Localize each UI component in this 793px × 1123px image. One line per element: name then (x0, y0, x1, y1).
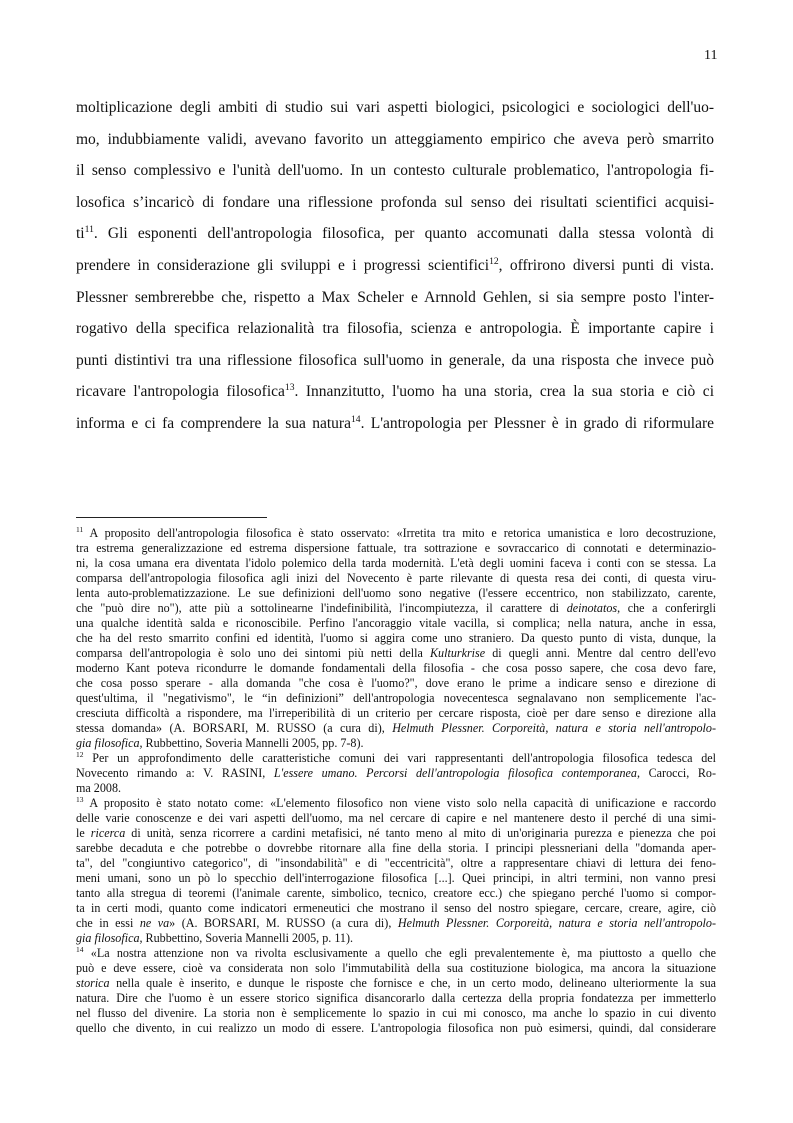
footnote-marker: 14 (76, 946, 84, 954)
footnote-line (76, 676, 716, 691)
footnote-marker: 13 (76, 796, 84, 804)
text-segment: stessa domanda» (A. BORSARI, M. RUSSO (a cura di), (76, 721, 393, 735)
text-segment: sarebbe decaduta e che potrebbe o dovrebbe ritornare alla fine della storia. I principi plessneriani della "domanda aper- (76, 841, 716, 855)
text-segment: il senso complessivo e l'unità dell'uomo. In un contesto culturale problematico, l'antropologia fi- (76, 162, 714, 180)
text-segment: . Gli esponenti dell'antropologia filosofica, per quanto accomunati dalla stessa volontà di (93, 225, 714, 243)
footnote-line (76, 796, 716, 811)
text-segment: ta in certi modi, quanto come indicatori ermeneutici che mostrano il senso del nostro spiegare, cercare, creare, agire, ciò (76, 901, 716, 915)
text-segment: Rubbettino, Soveria Mannelli 2005, pp. 7-8). (142, 736, 364, 750)
footnote-line (76, 856, 716, 871)
footnote-line (76, 886, 716, 901)
footnote-marker: 12 (489, 255, 499, 267)
footnote-line (76, 976, 716, 991)
footnote-line (76, 736, 716, 751)
text-segment: Per un approfondimento delle caratteristiche comuni dei vari rappresentanti dell'antropologia filosofica tedesca del (83, 751, 716, 765)
text-segment: può e deve essere, cioè va considerata non solo l'immutabilità della sua costituzione biologica, ma ancora la situazione (76, 961, 716, 975)
text-segment: tanto alla stregua di teoremi (l'animale carente, simbolico, tecnico, creatore ecc.) che spiegano perché l'uomo si compor- (76, 886, 716, 900)
text-segment: meni umani, sono un pò lo specchio dell'interrogazione filosofica [...]. Quei principi, in altri termini, non vanno presi (76, 871, 716, 885)
footnote-line (76, 931, 716, 946)
italic-text: Kulturkrise (429, 646, 486, 660)
footnote-line (76, 841, 716, 856)
text-segment: quest'ultima, il "negativismo", le “in definizioni” dell'antropologia novecentesca segnalavano non semplicemente l'ac- (76, 691, 716, 705)
text-segment: rogativo della specifica relazionalità tra filosofia, scienza e antropologia. È importante capire i (76, 320, 714, 338)
footnote-line (76, 751, 716, 766)
text-segment: comparsa dell'antropologia filosofica agli inizi del Novecento è parte rilevante di questa resa dei conti, di questa viru- (76, 571, 716, 585)
text-segment: ti (76, 225, 85, 243)
footnote-marker: 12 (76, 751, 84, 759)
text-segment: che cosa posso sperare - alla domanda "che cosa è l'uomo?", dove erano le prime a indicare senso e direzione di (76, 676, 716, 690)
body-line (76, 376, 714, 408)
text-segment: di unità, senza ricorrere a cardini metafisici, né tanto meno al mito di un'originaria purezza e pienezza che poi (125, 826, 716, 840)
footnote-line (76, 766, 716, 781)
text-segment: A proposito dell'antropologia filosofica è stato osservato: «Irretita tra mito e retorica umanistica e loro decostruzione, (83, 526, 716, 540)
text-segment: cresciuta difficoltà a rispondere, ma l'irreperibilità di un criterio per cercare risposta, cioè per dare senso e direzione alla (76, 706, 716, 720)
main-text (76, 92, 714, 440)
footnote-line (76, 646, 716, 661)
footnote-line (76, 541, 716, 556)
text-segment: punti distintivi tra una riflessione filosofica sull'uomo in generale, da una risposta che invece può (76, 351, 714, 369)
text-segment: Plessner sembrerebbe che, rispetto a Max Scheler e Arnnold Gehlen, si sia sempre posto l'inter- (76, 288, 714, 306)
text-segment: quello che divento, in cui realizzo un modo di essere. L'antropologia filosofica non può esimersi, quindi, dal considerare (76, 1021, 716, 1035)
footnote-marker: 11 (76, 526, 84, 534)
text-segment: moltiplicazione degli ambiti di studio sui vari aspetti biologici, psicologici e sociologici dell'uo- (76, 99, 714, 116)
footnote-line (76, 1021, 716, 1036)
text-segment: ma 2008. (76, 781, 122, 795)
footnote-line (76, 616, 716, 631)
body-line (76, 408, 714, 440)
text-segment: Rubbettino, Soveria Mannelli 2005, p. 11). (142, 931, 354, 945)
text-segment: che "può dire no"), atte più a sottolinearne l'indefinibilità, l'incompiutezza, il carattere di (76, 601, 567, 615)
footnotes (76, 526, 716, 1036)
text-segment: «La nostra attenzione non va rivolta esclusivamente a quello che egli prevalentemente è, ma piuttosto a quello che (83, 946, 716, 960)
footnote-line (76, 631, 716, 646)
text-segment: ni, la cosa umana era diventata l'idolo polemico della tarda modernità. L'età degli uomini faceva i conti con se stessa. La (76, 556, 716, 570)
body-line (76, 155, 714, 187)
footnote-line (76, 661, 716, 676)
body-line (76, 124, 714, 156)
italic-text: gia filosofica, (76, 931, 143, 945)
text-segment: . L'antropologia per Plessner è in grado di riformulare (360, 414, 714, 432)
footnote-line (76, 781, 716, 796)
footnote-line (76, 1006, 716, 1021)
text-segment: ta", del "congiuntivo categorico", di "insondabilità" e di "eccentricità", oltre a rappresentare chiavi di lettura dei feno- (76, 856, 716, 870)
italic-text: storica (76, 976, 110, 990)
text-segment: natura. Dire che l'uomo è un essere storico significa disancorarlo dalla certezza della propria fondatezza per immetterlo (76, 991, 716, 1005)
footnote-line (76, 706, 716, 721)
body-line (76, 187, 714, 219)
text-segment: tra estrema generalizzazione ed estrema dispersione fattuale, tra sottrazione e sovraccarico di connotati e determinazio- (76, 541, 716, 555)
text-segment: , offrirono diversi punti di vista. (498, 256, 714, 274)
footnote-line (76, 526, 716, 541)
footnote-line (76, 901, 716, 916)
italic-text: Helmuth Plessner. Corporeità, natura e storia nell'antropolo- (397, 916, 716, 930)
text-segment: nel flusso del divenire. La storia non è semplicemente lo spazio in cui mi conosco, ma anche lo spazio in cui divento (76, 1006, 716, 1020)
italic-text: L'essere umano. Percorsi dell'antropologia filosofica contemporanea (273, 766, 637, 780)
italic-text: Helmuth Plessner. Corporeità, natura e storia nell'antropolo- (392, 721, 716, 735)
footnote-line (76, 826, 716, 841)
footnote-line (76, 556, 716, 571)
text-segment: prendere in considerazione gli sviluppi e i progressi scientifici (76, 256, 490, 274)
text-segment: che ha del resto smarrito confini ed identità, l'uomo si aggira come uno straniero. Da questo punto di vista, dunque, la (76, 631, 716, 645)
body-line (76, 92, 714, 124)
footnote-marker: 14 (350, 413, 361, 425)
footnote-marker: 11 (84, 224, 94, 236)
text-segment: lenta auto-problematizzazione. Le sue definizioni dell'uomo sono negative (l'essere eccentrico, non stabilizzato, carente, (76, 586, 716, 600)
italic-text: ricerca (90, 826, 126, 840)
footnote-line (76, 571, 716, 586)
italic-text: gia filosofica, (76, 736, 143, 750)
body-line (76, 250, 714, 282)
text-segment: informa e ci fa comprendere la sua natura (76, 414, 351, 432)
text-segment: una qualche identità salda e riconoscibile. Perfino l'ancoraggio vitale vacilla, si complica; nella natura, anche in essa, (76, 616, 716, 630)
text-segment: delle varie conoscenze e dei vari aspetti dell'uomo, ma nel cercare di capire e nel mantenere desto il perché di una simi- (76, 811, 716, 825)
body-line (76, 345, 714, 377)
text-segment: ricavare l'antropologia filosofica (76, 383, 285, 401)
text-segment: comparsa dell'antropologia è solo uno dei sintomi più netti della (76, 646, 430, 660)
footnote-line (76, 811, 716, 826)
footnote-line (76, 961, 716, 976)
text-segment: . Innanzitutto, l'uomo ha una storia, crea la sua storia e ciò ci (294, 383, 714, 401)
text-segment: Novecento rimando a: V. RASINI, (76, 766, 274, 780)
body-line (76, 313, 714, 345)
text-segment: A proposito è stato notato come: «L'elemento filosofico non viene visto solo nella capacità di unificazione e raccordo (83, 796, 716, 810)
body-line (76, 218, 714, 250)
footnote-line (76, 721, 716, 736)
italic-text: deinotatos (566, 601, 618, 615)
text-segment: che in essi (76, 916, 140, 930)
footnote-line (76, 916, 716, 931)
text-segment: le (76, 826, 91, 840)
text-segment: moderno Kant poteva ricondurre le domande fondamentali della filosofia - che cosa posso sapere, che cosa devo fare, (76, 661, 716, 675)
footnote-line (76, 946, 716, 961)
text-segment: losofica s’incaricò di fondare una riflessione profonda sul senso dei risultati scientifici acquisi- (76, 193, 714, 211)
text-segment: mo, indubbiamente validi, avevano favorito un atteggiamento empirico che aveva però smarrito (76, 130, 714, 148)
footnote-line (76, 586, 716, 601)
page-number: 11 (704, 48, 718, 63)
footnote-marker: 13 (284, 382, 295, 394)
italic-text: ne va (139, 916, 170, 930)
footnote-separator (76, 517, 267, 518)
footnote-line (76, 691, 716, 706)
text-segment: , Carocci, Ro- (636, 766, 716, 780)
text-segment: » (A. BORSARI, M. RUSSO (a cura di), (169, 916, 398, 930)
footnote-line (76, 871, 716, 886)
text-segment: , che a conferirgli (617, 601, 716, 615)
footnote-line (76, 601, 716, 616)
body-line (76, 282, 714, 314)
footnote-line (76, 991, 716, 1006)
text-segment: di quegli anni. Mentre dal centro dell'evo (485, 646, 716, 660)
text-segment: nella quale è inserito, e dunque le risposte che fornisce e che, in un certo modo, delineano ulteriormente la sua (109, 976, 716, 990)
